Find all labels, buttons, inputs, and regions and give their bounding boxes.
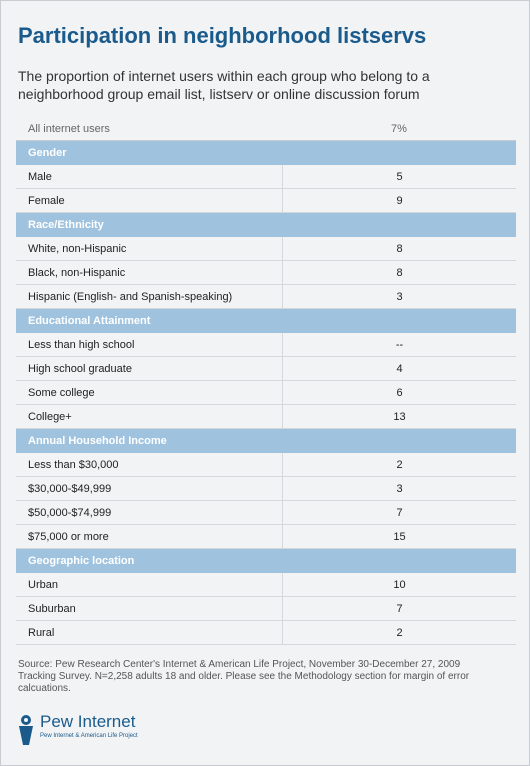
row-label: Less than high school (28, 338, 135, 351)
section-header: Educational Attainment (16, 309, 516, 333)
row-value: 6 (282, 381, 516, 404)
table-row (16, 525, 516, 549)
all-users-row (16, 117, 516, 141)
row-value: 7 (282, 501, 516, 524)
row-value: -- (282, 333, 516, 356)
data-table (16, 117, 516, 645)
table-row (16, 597, 516, 621)
row-label: Male (28, 170, 52, 183)
table-row (16, 165, 516, 189)
row-label: Less than $30,000 (28, 458, 119, 471)
table-row (16, 573, 516, 597)
subtitle: The proportion of internet users within each group who belong to a neighborhood group email list, listserv or online discussion forum (18, 68, 430, 102)
row-value: 4 (282, 357, 516, 380)
row-label: Black, non-Hispanic (28, 266, 126, 279)
row-label: High school graduate (28, 362, 132, 375)
table-row (16, 621, 516, 645)
section-header: Annual Household Income (16, 429, 516, 453)
pew-internet-logo (15, 712, 138, 746)
row-value: 8 (282, 237, 516, 260)
pew-keyhole-icon (15, 712, 37, 746)
section-header: Gender (16, 141, 516, 165)
row-value: 15 (282, 525, 516, 548)
row-label: $30,000-$49,999 (28, 482, 112, 495)
table-row (16, 285, 516, 309)
table-row (16, 501, 516, 525)
table-row (16, 357, 516, 381)
row-value: 8 (282, 261, 516, 284)
section-header: Race/Ethnicity (16, 213, 516, 237)
row-label: Female (28, 194, 65, 207)
table-row (16, 477, 516, 501)
row-label: White, non-Hispanic (28, 242, 127, 255)
row-value: 10 (282, 573, 516, 596)
row-label: Hispanic (English- and Spanish-speaking) (28, 290, 233, 303)
logo-tagline: Pew Internet & American Life Project (40, 733, 138, 739)
row-value: 13 (282, 405, 516, 428)
row-value: 3 (282, 477, 516, 500)
row-label: All internet users (28, 122, 110, 135)
page-title: Participation in neighborhood listservs (18, 23, 427, 48)
row-value: 2 (282, 453, 516, 476)
row-value: 7 (282, 597, 516, 620)
table-row (16, 261, 516, 285)
source-note: Source: Pew Research Center's Internet & American Life Project, November 30-December 27, 2009 Tracking Survey. N=2,258 adults 18 and older. Please see the Methodology section for margin of error calcuations. (18, 659, 470, 694)
row-label: Rural (28, 626, 55, 639)
row-label: Urban (28, 578, 58, 591)
table-row (16, 333, 516, 357)
section-header: Geographic location (16, 549, 516, 573)
row-label: Suburban (28, 602, 76, 615)
table-row (16, 189, 516, 213)
row-value: 3 (282, 285, 516, 308)
row-label: $75,000 or more (28, 530, 109, 543)
row-label: $50,000-$74,999 (28, 506, 112, 519)
table-row (16, 405, 516, 429)
row-label: Some college (28, 386, 95, 399)
table-row (16, 453, 516, 477)
row-value: 7% (391, 122, 407, 135)
row-value: 2 (282, 621, 516, 644)
row-value: 5 (282, 165, 516, 188)
row-label: College+ (28, 410, 72, 423)
table-row (16, 237, 516, 261)
logo-name: Pew Internet (40, 712, 136, 731)
table-row (16, 381, 516, 405)
row-value: 9 (282, 189, 516, 212)
